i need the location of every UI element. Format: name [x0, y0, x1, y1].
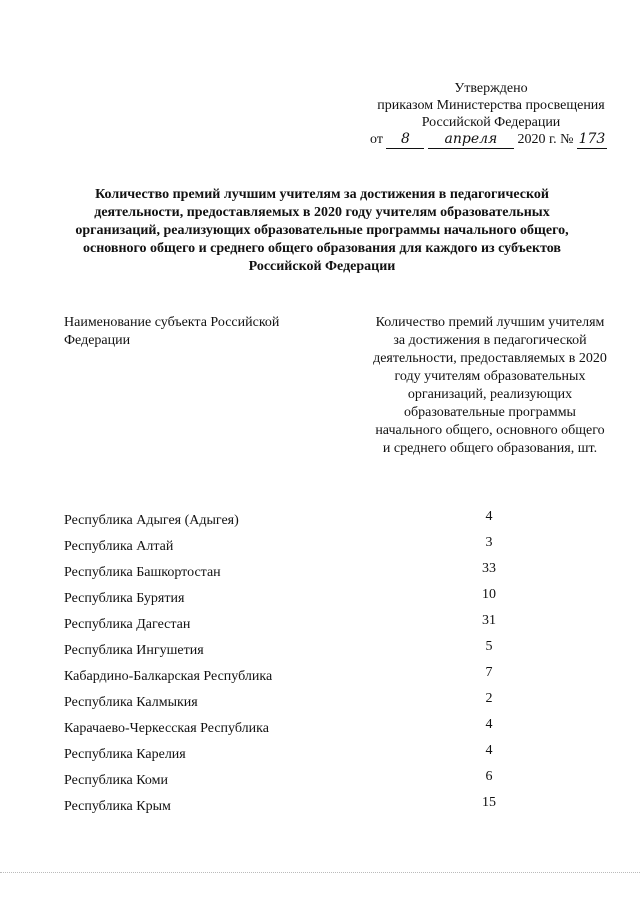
- regions-table: [64, 509, 564, 824]
- approval-month: апреля: [428, 131, 514, 149]
- region-name: Республика Крым: [64, 799, 171, 814]
- approval-number: 173: [578, 131, 606, 147]
- award-count: 15: [482, 795, 496, 810]
- page-edge-divider: [0, 872, 640, 874]
- award-count: 6: [485, 769, 493, 784]
- award-count: 3: [485, 535, 493, 550]
- approval-order: приказом Министерства просвещения: [377, 98, 605, 113]
- approval-from-label: от: [370, 132, 383, 147]
- award-count: 2: [485, 691, 493, 706]
- approval-day: 8: [386, 131, 424, 149]
- award-count: 4: [485, 743, 493, 758]
- region-name: Республика Карелия: [64, 747, 186, 762]
- column-header-region: Наименование субъекта Российской Федерации: [64, 315, 280, 348]
- approval-country: Российской Федерации: [421, 115, 561, 130]
- region-name: Республика Адыгея (Адыгея): [64, 513, 239, 528]
- region-name: Республика Бурятия: [64, 591, 185, 606]
- table-row: [64, 795, 564, 824]
- region-name: Республика Калмыкия: [64, 695, 198, 710]
- region-name: Республика Дагестан: [64, 617, 191, 632]
- column-header-count: Количество премий лучшим учителям за достижения в педагогической деятельности, предоставляемых в 2020 году учителям образовательных организаций, реализующих образовательные программы начального общего, основного общего и среднего общего образования, шт.: [373, 315, 607, 456]
- region-name: Республика Башкортостан: [64, 565, 221, 580]
- award-count: 31: [482, 613, 496, 628]
- document-title: Количество премий лучшим учителям за достижения в педагогической деятельности, предоставляемых в 2020 году учителям образовательных организаций, реализующих образовательные программы начального общего, основного общего и среднего общего образования для каждого из субъектов Российской Федерации: [75, 187, 569, 274]
- award-count: 5: [485, 639, 493, 654]
- region-name: Кабардино-Балкарская Республика: [64, 669, 273, 684]
- region-name: Карачаево-Черкесская Республика: [64, 721, 269, 736]
- approval-year: 2020 г. №: [517, 132, 574, 147]
- approval-heading: Утверждено: [454, 81, 528, 96]
- approval-stamp: [360, 80, 622, 149]
- award-count: 33: [482, 561, 496, 576]
- approval-date-line: [360, 131, 622, 149]
- region-name: Республика Ингушетия: [64, 643, 204, 658]
- award-count: 10: [482, 587, 496, 602]
- award-count: 4: [485, 717, 493, 732]
- award-count: 4: [485, 509, 493, 524]
- award-count: 7: [485, 665, 493, 680]
- region-name: Республика Коми: [64, 773, 168, 788]
- region-name: Республика Алтай: [64, 539, 174, 554]
